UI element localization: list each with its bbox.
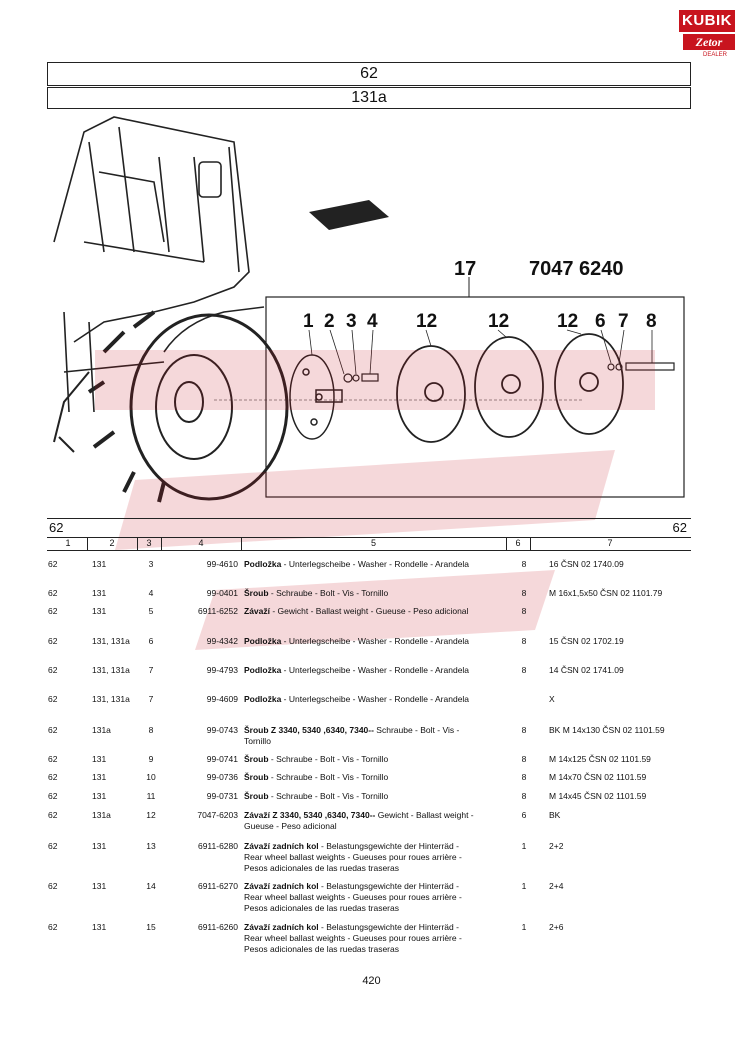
section-label-right: 62 — [672, 520, 687, 535]
cell-position: 4 — [148, 588, 154, 598]
cell-description: Šroub - Schraube - Bolt - Vis - Tornillo — [244, 588, 389, 598]
cell-part-number: 99-0741 — [206, 754, 238, 764]
callout-1: 1 — [303, 311, 314, 332]
cell-group: 131 — [92, 754, 107, 764]
cell-position: 13 — [146, 841, 156, 851]
cell-note: M 16x1,5x50 ČSN 02 1101.79 — [549, 588, 663, 598]
col-header-4: 4 — [198, 538, 204, 548]
cell-description: Šroub - Schraube - Bolt - Vis - Tornillo — [244, 791, 389, 801]
cell-section: 62 — [48, 922, 58, 932]
section-label-left: 62 — [49, 520, 64, 535]
cell-quantity: 1 — [521, 922, 527, 932]
cell-quantity: 1 — [521, 881, 527, 891]
cell-position: 6 — [148, 636, 154, 646]
cell-position: 7 — [148, 694, 154, 704]
cell-description: Závaží - Gewicht - Ballast weight - Gueuse - Peso adicional — [244, 606, 469, 616]
callout-12b: 12 — [488, 311, 510, 332]
cell-part-number: 99-4609 — [206, 694, 238, 704]
cell-position: 14 — [146, 881, 156, 891]
column-header-row — [47, 537, 691, 551]
cell-part-number: 6911-6280 — [197, 841, 238, 851]
cell-section: 62 — [48, 772, 58, 782]
cell-note: 2+4 — [549, 881, 564, 891]
cell-group: 131a — [92, 810, 111, 820]
cell-note: 14 ČSN 02 1741.09 — [549, 665, 624, 675]
cell-note: 2+6 — [549, 922, 564, 932]
cell-quantity: 8 — [521, 725, 527, 735]
cell-group: 131a — [92, 725, 111, 735]
cell-part-number: 6911-6252 — [197, 606, 238, 616]
cell-description: Závaží zadních kol - Belastungsgewichte der Hinterräd - Rear wheel ballast weights - Gueuses pour roues arrière - Pesos adicionales de las ruedas traseras — [244, 922, 462, 954]
cell-note: M 14x45 ČSN 02 1101.59 — [549, 791, 647, 801]
callout-4: 4 — [367, 311, 378, 332]
cell-quantity: 8 — [521, 606, 527, 616]
callout-12c: 12 — [557, 311, 579, 332]
cell-quantity: 8 — [521, 791, 527, 801]
cell-group: 131 — [92, 588, 107, 598]
cell-quantity: 8 — [521, 559, 527, 569]
cell-group: 131 — [92, 559, 107, 569]
cell-position: 9 — [148, 754, 154, 764]
cell-group: 131 — [92, 881, 107, 891]
callout-3: 3 — [346, 311, 357, 332]
cell-section: 62 — [48, 791, 58, 801]
cell-position: 5 — [148, 606, 154, 616]
assembly-ref: 17 — [454, 258, 477, 280]
cell-note: 16 ČSN 02 1740.09 — [549, 559, 624, 569]
cell-position: 3 — [148, 559, 154, 569]
callout-2: 2 — [324, 311, 335, 332]
cell-group: 131 — [92, 606, 107, 616]
cell-position: 7 — [148, 665, 154, 675]
section-header: 62 — [47, 62, 691, 86]
page-number: 420 — [362, 975, 381, 987]
cell-position: 10 — [146, 772, 156, 782]
cell-description: Závaží zadních kol - Belastungsgewichte der Hinterräd - Rear wheel ballast weights - Gueuses pour roues arrière - Pesos adicionales de las ruedas traseras — [244, 881, 462, 913]
cell-note: BK — [549, 810, 561, 820]
cell-section: 62 — [48, 841, 58, 851]
table-section-bar — [47, 518, 691, 538]
cell-description: Šroub Z 3340, 5340 ,6340, 7340-- Schraube - Bolt - Vis - Tornillo — [244, 725, 460, 746]
cell-description: Závaží Z 3340, 5340 ,6340, 7340-- Gewicht - Ballast weight - Gueuse - Peso adicional — [244, 810, 474, 831]
callout-7: 7 — [618, 311, 629, 332]
cell-group: 131 — [92, 791, 107, 801]
cell-quantity: 1 — [521, 841, 527, 851]
cell-part-number: 99-4793 — [206, 665, 238, 675]
col-header-7: 7 — [607, 538, 613, 548]
cell-description: Závaží zadních kol - Belastungsgewichte der Hinterräd - Rear wheel ballast weights - Gueuses pour roues arrière - Pesos adicionales de las ruedas traseras — [244, 841, 462, 873]
col-header-2: 2 — [109, 538, 115, 548]
cell-note: 2+2 — [549, 841, 564, 851]
assembly-number: 7047 6240 — [529, 258, 624, 280]
cell-note: BK M 14x130 ČSN 02 1101.59 — [549, 725, 665, 735]
cell-section: 62 — [48, 810, 58, 820]
cell-part-number: 99-0736 — [206, 772, 238, 782]
cell-quantity: 8 — [521, 665, 527, 675]
cell-part-number: 99-0731 — [206, 791, 238, 801]
cell-note: 15 ČSN 02 1702.19 — [549, 636, 624, 646]
callout-6: 6 — [595, 311, 606, 332]
cell-position: 15 — [146, 922, 156, 932]
cell-section: 62 — [48, 881, 58, 891]
cell-description: Podložka - Unterlegscheibe - Washer - Rondelle - Arandela — [244, 636, 470, 646]
part-ballast-weights — [397, 334, 623, 442]
cell-part-number: 6911-6270 — [197, 881, 238, 891]
part-small-hardware — [344, 374, 378, 382]
cell-group: 131 — [92, 841, 107, 851]
rear-tire-drawing — [54, 312, 287, 502]
cell-section: 62 — [48, 588, 58, 598]
cell-position: 12 — [146, 810, 156, 820]
cell-section: 62 — [48, 559, 58, 569]
logo-brand: KUBIK — [679, 10, 735, 32]
kubik-zetor-logo — [679, 10, 737, 60]
cell-description: Šroub - Schraube - Bolt - Vis - Tornillo — [244, 754, 389, 764]
col-header-6: 6 — [515, 538, 521, 548]
logo-tag: DEALER — [703, 52, 728, 58]
cell-note: X — [549, 694, 555, 704]
cell-note: M 14x125 ČSN 02 1101.59 — [549, 754, 651, 764]
cell-quantity: 6 — [521, 810, 527, 820]
cell-group: 131, 131a — [92, 636, 130, 646]
col-header-1: 1 — [65, 538, 71, 548]
callout-12a: 12 — [416, 311, 438, 332]
cell-group: 131, 131a — [92, 694, 130, 704]
cell-quantity: 8 — [521, 636, 527, 646]
callout-8: 8 — [646, 311, 657, 332]
cell-section: 62 — [48, 725, 58, 735]
cell-part-number: 6911-6260 — [197, 922, 238, 932]
cell-quantity: 8 — [521, 588, 527, 598]
group-header: 131a — [47, 87, 691, 109]
cell-part-number: 7047-6203 — [197, 810, 238, 820]
cell-description: Šroub - Schraube - Bolt - Vis - Tornillo — [244, 772, 389, 782]
cell-quantity: 8 — [521, 754, 527, 764]
cell-position: 8 — [148, 725, 154, 735]
cell-group: 131 — [92, 772, 107, 782]
cell-section: 62 — [48, 636, 58, 646]
cell-section: 62 — [48, 665, 58, 675]
logo-sub: Zetor — [683, 34, 735, 50]
cell-position: 11 — [146, 791, 156, 801]
cell-description: Podložka - Unterlegscheibe - Washer - Rondelle - Arandela — [244, 694, 470, 704]
arrow-marker — [309, 200, 389, 230]
cell-quantity: 8 — [521, 772, 527, 782]
cell-section: 62 — [48, 606, 58, 616]
cell-group: 131, 131a — [92, 665, 130, 675]
part-long-bolt — [608, 363, 674, 370]
exploded-illustration — [44, 112, 694, 512]
cell-part-number: 99-0743 — [206, 725, 238, 735]
cell-part-number: 99-4610 — [206, 559, 238, 569]
cell-section: 62 — [48, 754, 58, 764]
cell-group: 131 — [92, 922, 107, 932]
tractor-cab-drawing — [54, 117, 264, 412]
cell-description: Podložka - Unterlegscheibe - Washer - Rondelle - Arandela — [244, 559, 470, 569]
cell-part-number: 99-0401 — [206, 588, 238, 598]
cell-part-number: 99-4342 — [206, 636, 238, 646]
cell-section: 62 — [48, 694, 58, 704]
cell-note: M 14x70 ČSN 02 1101.59 — [549, 772, 647, 782]
part-washer-plate — [290, 355, 342, 439]
col-header-3: 3 — [146, 538, 152, 548]
col-header-5: 5 — [370, 538, 376, 548]
cell-description: Podložka - Unterlegscheibe - Washer - Rondelle - Arandela — [244, 665, 470, 675]
